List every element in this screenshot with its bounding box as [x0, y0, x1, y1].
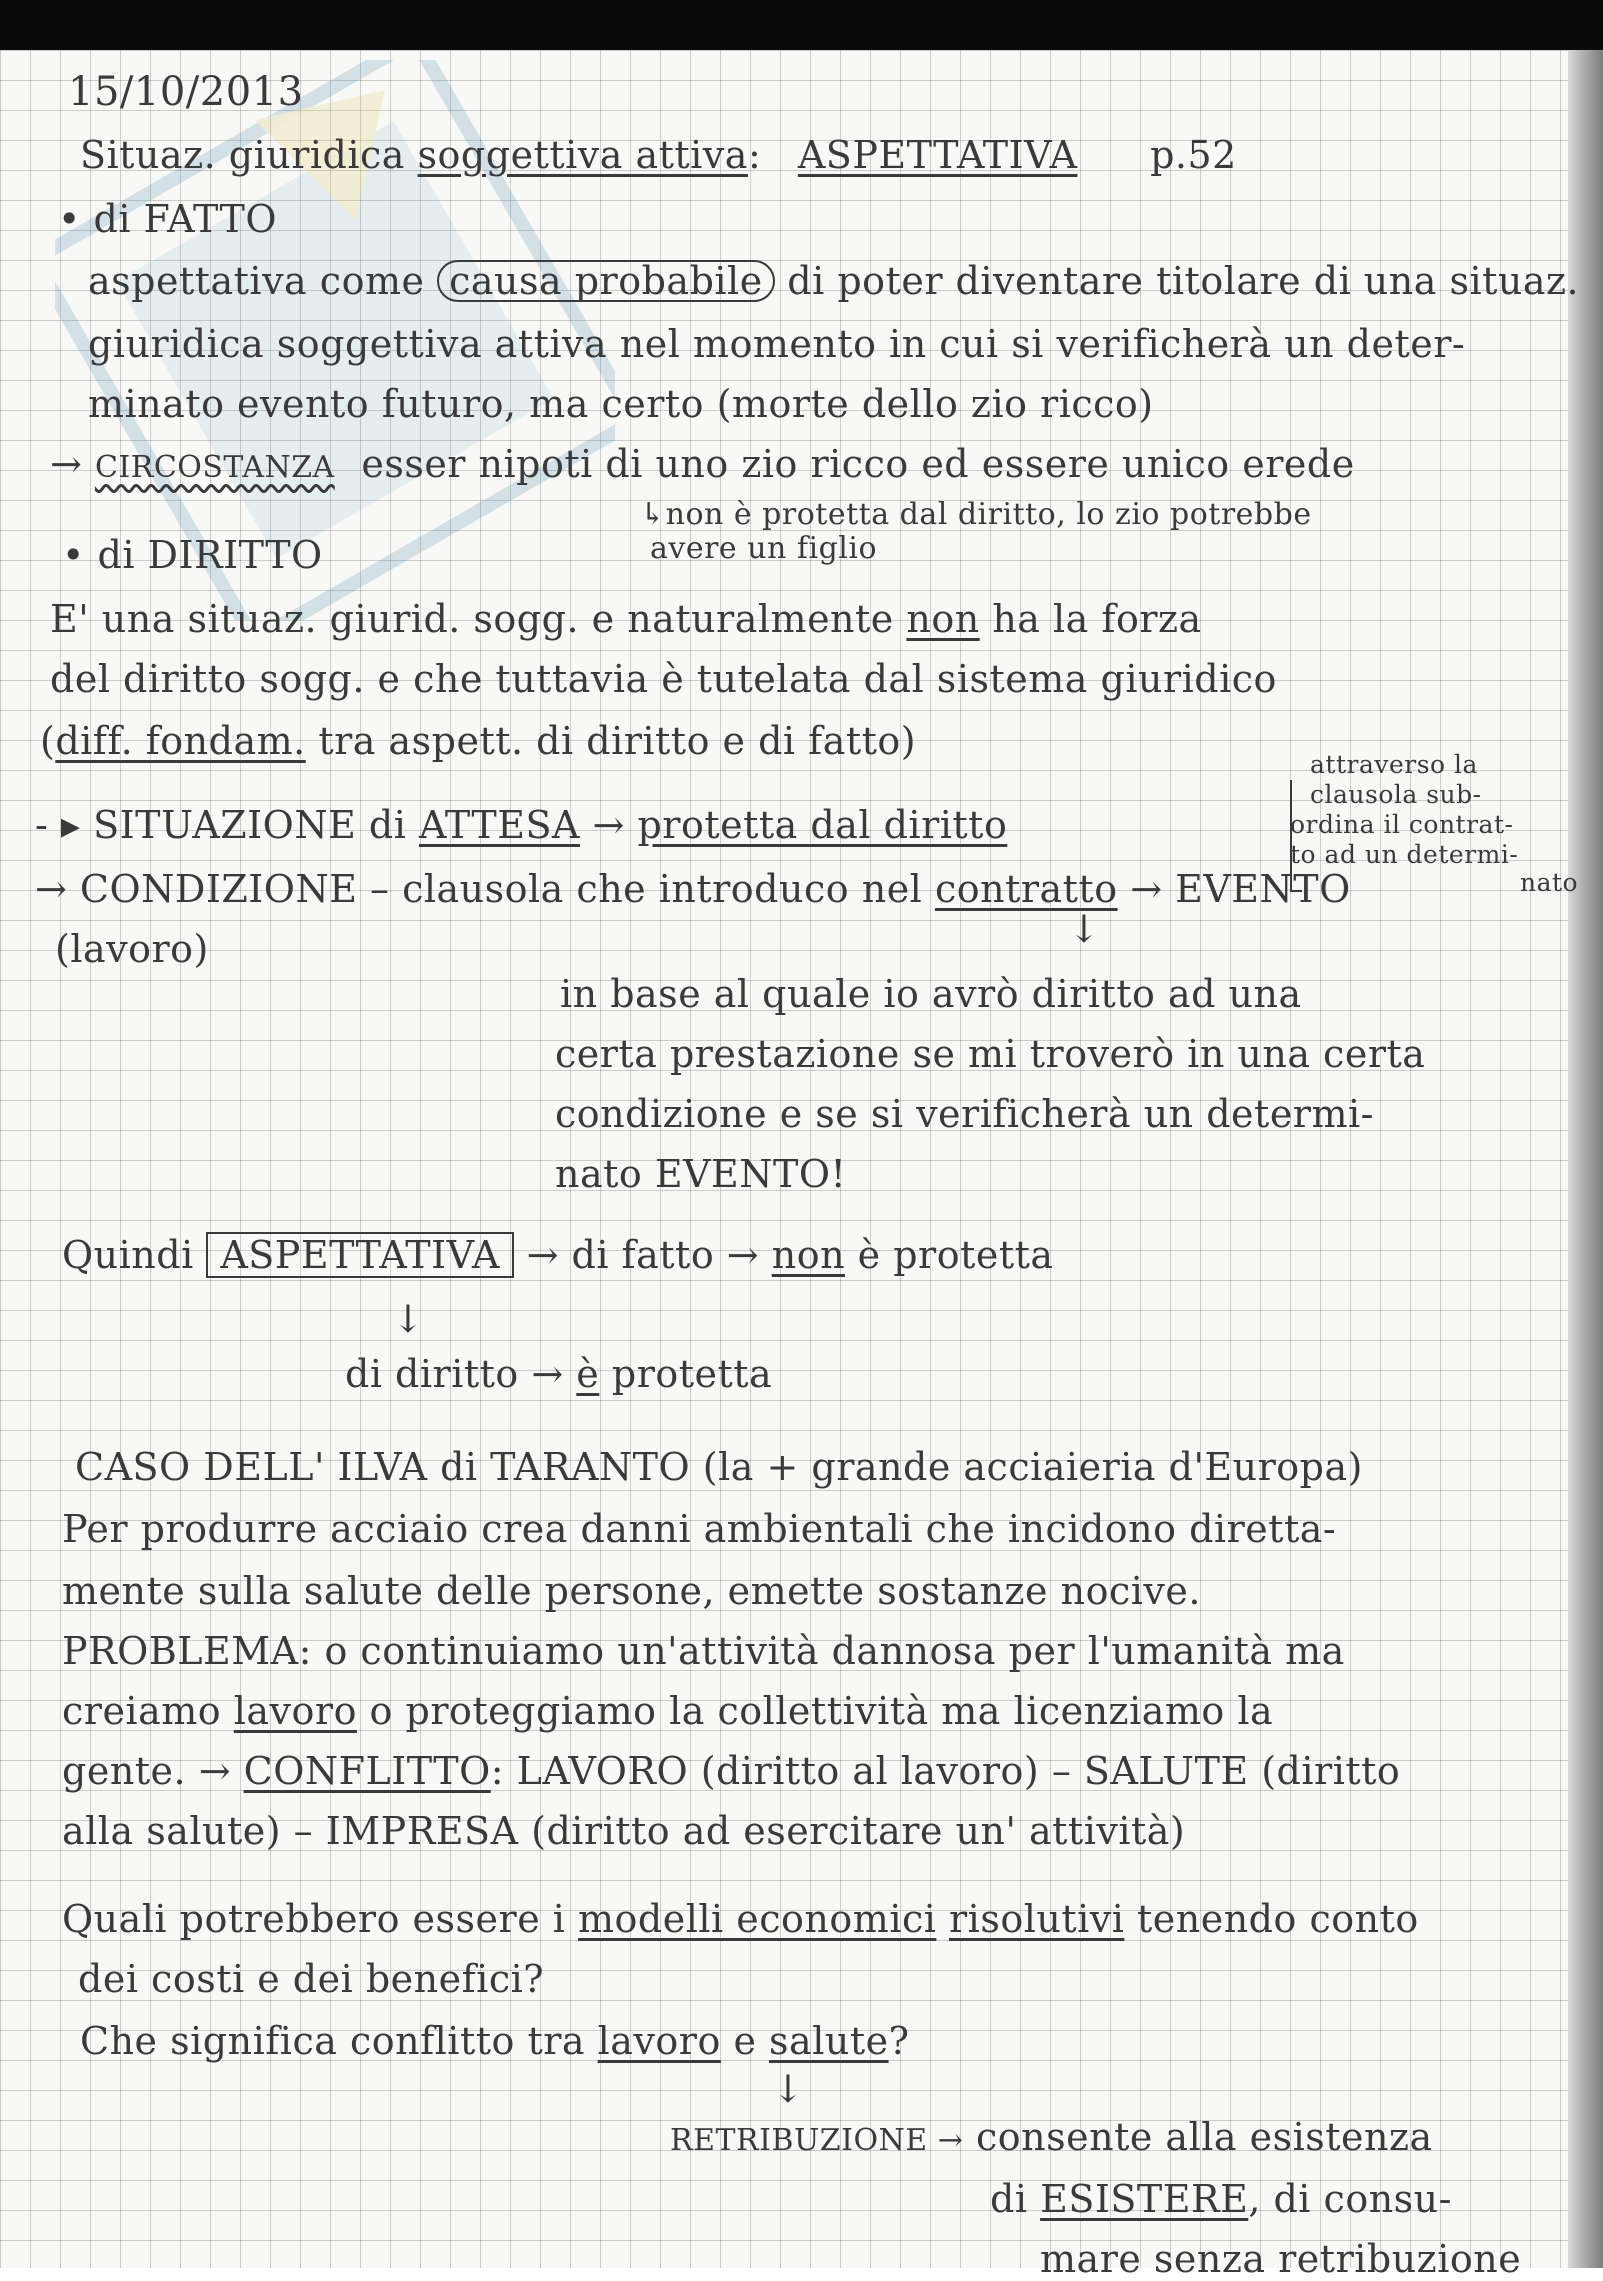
circostanza-label: CIRCOSTANZA	[94, 450, 335, 485]
side-note-1: attraverso la	[1310, 750, 1478, 779]
title-prefix: Situaz. giuridica	[80, 133, 405, 177]
salute-q3: salute	[769, 2019, 889, 2063]
risolutivi: risolutivi	[949, 1897, 1125, 1941]
quindi: Quindi	[62, 1233, 194, 1277]
condizione-block-4: nato EVENTO!	[555, 1152, 847, 1196]
diritto-line-2: del diritto sogg. e che tuttavia è tutelata dal sistema giuridico	[50, 657, 1277, 701]
fatto-oval-term: causa probabile	[437, 260, 775, 302]
retribuzione-label: RETRIBUZIONE →	[670, 2123, 964, 2158]
ilva-p6: alla salute) – IMPRESA (diritto ad esercitare un' attività)	[62, 1809, 1186, 1853]
protetta-dal-diritto: protetta dal diritto	[637, 803, 1008, 847]
summary-line	[62, 1232, 1054, 1278]
section-heading-fatto: • di FATTO	[58, 197, 278, 241]
protetta: protetta	[611, 1352, 773, 1396]
condizione-line	[35, 867, 1351, 911]
diritto-line-1a: E' una situaz. giurid. sogg. e naturalmente	[50, 597, 894, 641]
notebook-binding-edge	[1568, 50, 1603, 2268]
diritto-line-3	[40, 719, 917, 763]
retribuzione-line	[670, 2115, 1433, 2159]
q3c: ?	[888, 2019, 910, 2063]
page-title	[80, 133, 1237, 177]
section-heading-diritto: • di DIRITTO	[62, 533, 323, 577]
side-note-4: to ad un determi-	[1290, 840, 1519, 869]
ilva-title: CASO DELL' ILVA di TARANTO (la + grande acciaieria d'Europa)	[75, 1445, 1363, 1489]
diritto-line-1b: ha la forza	[992, 597, 1202, 641]
di-diritto: di diritto →	[345, 1352, 564, 1396]
ilva-p4b: o proteggiamo la collettività ma licenziamo la	[369, 1689, 1274, 1733]
condizione-block-2: certa prestazione se mi troverò in una certa	[555, 1032, 1426, 1076]
summary-diritto-line	[345, 1352, 773, 1396]
ilva-p5a: gente. →	[62, 1749, 232, 1793]
paren-open: (	[40, 719, 56, 763]
q3a: Che significa conflitto tra	[80, 2019, 586, 2063]
circostanza-line	[50, 442, 1355, 486]
ilva-p3: PROBLEMA: o continuiamo un'attività dannosa per l'umanità ma	[62, 1629, 1345, 1673]
ilva-p2: mente sulla salute delle persone, emette sostanze nocive.	[62, 1569, 1201, 1613]
condizione-paren: (lavoro)	[55, 927, 209, 971]
retribuzione-line-2	[990, 2177, 1452, 2221]
diritto-non: non	[906, 597, 980, 641]
attesa-underlined: ATTESA	[418, 803, 580, 847]
side-note-2: clausola sub-	[1310, 780, 1482, 809]
evento-label: EVENTO	[1175, 867, 1351, 911]
q1a: Quali potrebbero essere i	[62, 1897, 566, 1941]
arrow-icon: →	[1130, 867, 1163, 911]
note-line-2: avere un figlio	[650, 531, 878, 566]
esistere-underlined: ESISTERE	[1040, 2177, 1249, 2221]
page-reference: p.52	[1150, 133, 1237, 177]
fatto-line-3: minato evento futuro, ma certo (morte dello zio ricco)	[88, 382, 1154, 426]
fatto-line-2: giuridica soggettiva attiva nel momento in cui si verificherà un deter-	[88, 322, 1466, 366]
condizione-label: → CONDIZIONE – clausola che introduco nel	[35, 867, 923, 911]
e-underlined: è	[576, 1352, 600, 1396]
ilva-p5	[62, 1749, 1401, 1793]
q1c: tenendo conto	[1136, 1897, 1419, 1941]
title-colon: :	[747, 133, 762, 177]
attesa-label: - ▸ SITUAZIONE di	[35, 803, 407, 847]
retribuzione-line-3: mare senza retribuzione	[1040, 2237, 1522, 2281]
ilva-p1: Per produrre acciaio crea danni ambientali che incidono diretta-	[62, 1507, 1337, 1551]
e-protetta: è protetta	[857, 1233, 1054, 1277]
arrow-icon: →	[592, 803, 625, 847]
attesa-line	[35, 803, 1008, 847]
lavoro-underlined: lavoro	[233, 1689, 357, 1733]
question-1	[62, 1897, 1419, 1941]
side-note-3: ordina il contrat-	[1290, 810, 1514, 839]
down-arrow-icon: ↓	[392, 1297, 424, 1341]
down-arrow-icon: ↓	[1068, 907, 1100, 951]
ilva-p4	[62, 1689, 1274, 1733]
date: 15/10/2013	[68, 69, 304, 115]
side-note-5: nato	[1520, 868, 1579, 897]
contratto-underlined: contratto	[934, 867, 1118, 911]
q3b: e	[733, 2019, 757, 2063]
retr2b: , di consu-	[1248, 2177, 1452, 2221]
non-underlined: non	[771, 1233, 846, 1277]
modelli-economici: modelli economici	[578, 1897, 937, 1941]
fatto-line-1	[88, 260, 1579, 302]
scan-top-border	[0, 0, 1603, 50]
fatto-line-1b: di poter diventare titolare di una situaz.	[787, 259, 1580, 303]
question-2: dei costi e dei benefici?	[78, 1957, 545, 2001]
note-line-1: ↳non è protetta dal diritto, lo zio potrebbe	[640, 497, 1312, 532]
question-3	[80, 2019, 910, 2063]
ilva-p5b: : LAVORO (diritto al lavoro) – SALUTE (diritto	[490, 1749, 1401, 1793]
diritto-line-3-rest: tra aspett. di diritto e di fatto)	[318, 719, 917, 763]
conflitto-underlined: CONFLITTO	[243, 1749, 491, 1793]
condizione-block-1: in base al quale io avrò diritto ad una	[560, 972, 1302, 1016]
title-boxed-term: ASPETTATIVA	[797, 133, 1078, 177]
circostanza-text: esser nipoti di uno zio ricco ed essere unico erede	[361, 442, 1355, 486]
aspettativa-box: ASPETTATIVA	[206, 1232, 514, 1278]
diritto-line-1	[50, 597, 1202, 641]
arrow-icon: →	[526, 1233, 559, 1277]
retribuzione-text: consente alla esistenza	[975, 2115, 1433, 2159]
title-underlined: soggettiva attiva	[417, 133, 748, 177]
ilva-p4a: creiamo	[62, 1689, 222, 1733]
down-arrow-icon: ↓	[772, 2067, 804, 2111]
retr2a: di	[990, 2177, 1028, 2221]
lavoro-q3: lavoro	[597, 2019, 721, 2063]
condizione-block-3: condizione e se si verificherà un determi-	[555, 1092, 1374, 1136]
arrow-icon: →	[50, 442, 83, 486]
fatto-line-1a: aspettativa come	[88, 259, 425, 303]
di-fatto: di fatto →	[571, 1233, 760, 1277]
diff-fondam: diff. fondam.	[55, 719, 306, 763]
